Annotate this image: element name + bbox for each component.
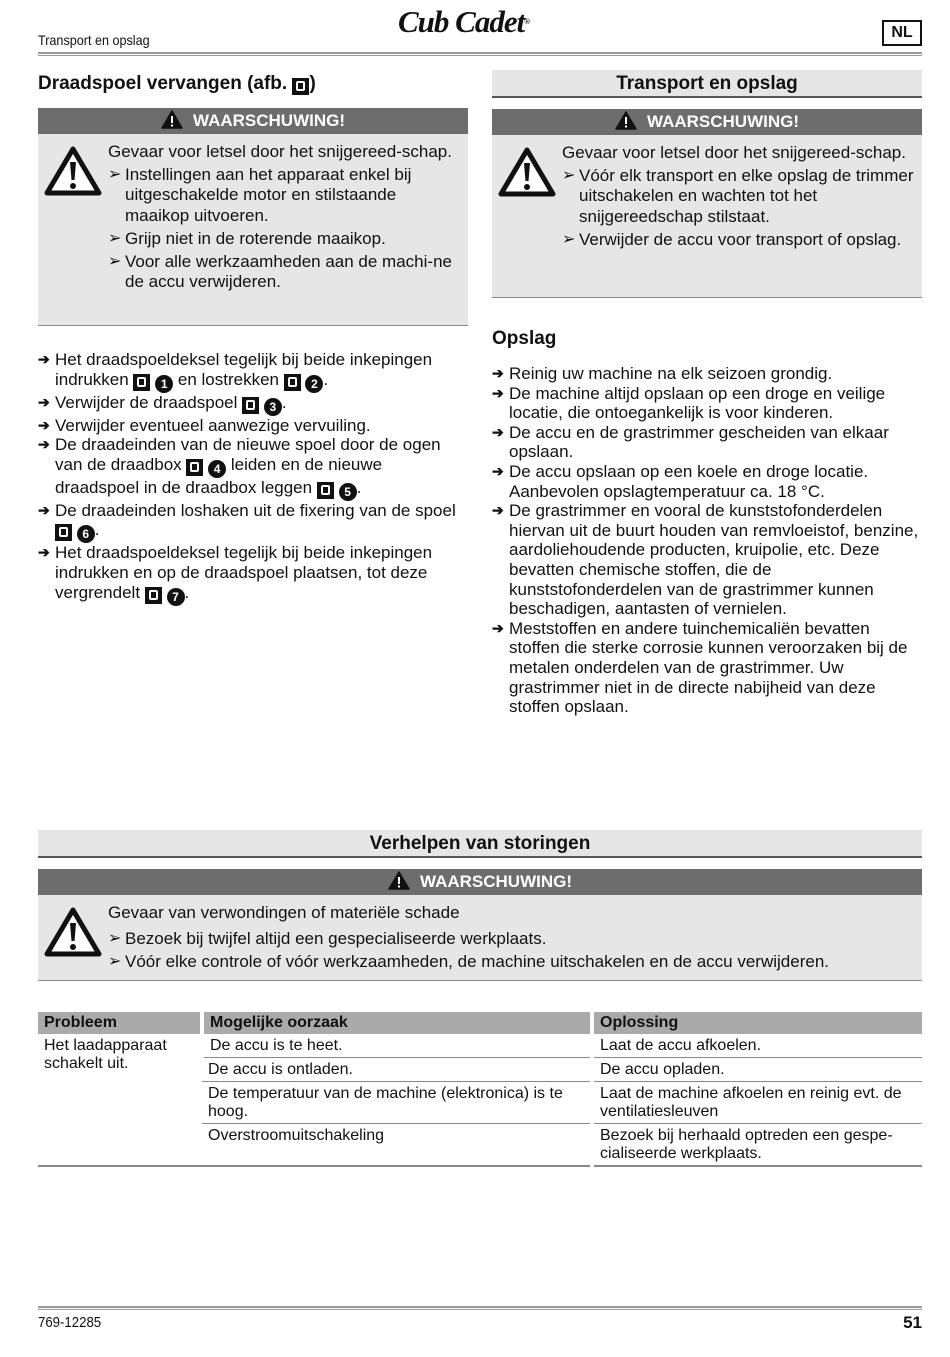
- warning-body: [38, 895, 922, 981]
- warning-body: [38, 134, 468, 326]
- header-rule-thin: [38, 55, 922, 56]
- warning-item: ➢ Verwijder de accu voor transport of opslag.: [562, 229, 902, 249]
- table-header-row: [38, 1012, 922, 1034]
- list-item: ➔ De grastrimmer en vooral de kunststofonderdelen hiervan uit de buurt houden van remvloeistof, benzine, aardoliehoudende producten, kruipolie, etc. Deze bevatten chemische stoffen, die de kunststofonderdelen van de grastrimmer kunnen beschadigen, aantasten of vernielen.: [492, 501, 919, 619]
- warning-item: ➢ Instellingen aan het apparaat enkel bij uitgeschakelde motor en stilstaande maaikop uitvoeren.: [108, 164, 412, 225]
- figure-ref-icon: [292, 78, 309, 95]
- problem-cell: Het laadapparaat schakelt uit.: [38, 1034, 202, 1166]
- section-title-transport: Transport en opslag: [492, 70, 922, 98]
- arrow-right-icon: ➔: [38, 436, 50, 453]
- section-title-troubleshooting: Verhelpen van storingen: [38, 830, 922, 858]
- step-number-badge: 2: [305, 375, 323, 393]
- running-header-title: Transport en opslag: [38, 32, 150, 48]
- cause-cell: Overstroomuitschakeling: [202, 1124, 592, 1167]
- warning-title: WAARSCHUWING!: [192, 111, 346, 130]
- arrow-right-icon: ➔: [492, 365, 504, 381]
- warning-intro: Gevaar van verwondingen of materiële schade: [108, 903, 460, 922]
- page-number: 51: [903, 1313, 922, 1332]
- warning-header: [38, 108, 468, 134]
- section-heading-draadspoel: [38, 70, 468, 100]
- column-header-solution: Oplossing: [592, 1012, 922, 1034]
- heading-text: Draadspoel vervangen (afb.: [38, 73, 293, 94]
- registered-mark: ®: [524, 17, 530, 26]
- list-item: ➔ Reinig uw machine na elk seizoen grondig.: [492, 364, 833, 383]
- warning-triangle-icon: [615, 111, 637, 130]
- brand-name: Cub Cadet: [398, 4, 525, 39]
- list-item: ➔ Het draadspoeldeksel tegelijk bij beide inkepingen indrukken 1 en lostrekken 2 .: [38, 350, 433, 391]
- heading-close: ): [309, 73, 316, 94]
- arrow-right-icon: ➔: [38, 501, 50, 518]
- step-number-badge: 5: [339, 483, 357, 501]
- arrow-right-icon: ➔: [38, 351, 50, 367]
- arrow-right-icon: ➔: [38, 416, 50, 433]
- left-column: [38, 70, 468, 606]
- cause-cell: De accu is te heet.: [202, 1034, 592, 1058]
- subheading-opslag: Opslag: [492, 328, 557, 349]
- list-item: ➔ De accu opslaan op een koele en droge locatie. Aanbevolen opslagtemperatuur ca. 18 °C.: [492, 461, 869, 501]
- chevron-right-icon: ➢: [108, 165, 122, 183]
- warning-box: [38, 869, 922, 981]
- warning-item: ➢ Grijp niet in de roterende maaikop.: [108, 228, 386, 248]
- footer-rule: [38, 1306, 922, 1308]
- arrow-right-icon: ➔: [492, 619, 504, 636]
- replacement-steps: [38, 350, 468, 606]
- warning-item: ➢ Voor alle werkzaamheden aan de machi-ne de accu verwijderen.: [108, 251, 452, 291]
- troubleshooting-section: [38, 830, 922, 981]
- figure-ref-icon: [186, 459, 203, 476]
- cause-cell: De accu is ontladen.: [202, 1058, 592, 1082]
- arrow-right-icon: ➔: [38, 393, 50, 410]
- figure-ref-icon: [55, 524, 72, 541]
- chevron-right-icon: ➢: [108, 252, 122, 270]
- warning-box: [492, 109, 922, 298]
- step-number-badge: 7: [167, 588, 185, 606]
- cause-cell: De temperatuur van de machine (elektronica) is te hoog.: [202, 1082, 592, 1124]
- warning-header: [492, 109, 922, 135]
- header-rule: [38, 52, 922, 54]
- figure-ref-icon: [242, 397, 259, 414]
- step-number-badge: 3: [264, 398, 282, 416]
- troubleshooting-table: [38, 1012, 922, 1167]
- document-number: 769-12285: [38, 1314, 102, 1331]
- step-number-badge: 4: [208, 460, 226, 478]
- chevron-right-icon: ➢: [108, 929, 122, 947]
- solution-cell: Laat de accu afkoelen.: [592, 1034, 922, 1058]
- solution-cell: Laat de machine afkoelen en reinig evt. de ventilatiesleuven: [592, 1082, 922, 1124]
- warning-intro: Gevaar voor letsel door het snijgereed-schap.: [562, 143, 906, 162]
- language-badge: NL: [882, 20, 922, 46]
- warning-box: [38, 108, 468, 326]
- warning-item: ➢ Bezoek bij twijfel altijd een gespecialiseerde werkplaats.: [108, 928, 547, 948]
- warning-title: WAARSCHUWING!: [646, 112, 800, 131]
- chevron-right-icon: ➢: [562, 230, 576, 248]
- arrow-right-icon: ➔: [492, 384, 504, 401]
- warning-triangle-icon: [388, 871, 410, 890]
- step-number-badge: 6: [77, 525, 95, 543]
- warning-body: [492, 135, 922, 298]
- chevron-right-icon: ➢: [562, 166, 576, 184]
- step-number-badge: 1: [155, 375, 173, 393]
- warning-triangle-icon: [44, 146, 102, 196]
- list-item: ➔ De machine altijd opslaan op een droge en veilige locatie, die ontoegankelijk is voor kinderen.: [492, 383, 886, 423]
- chevron-right-icon: ➢: [108, 229, 122, 247]
- arrow-right-icon: ➔: [38, 544, 50, 561]
- storage-steps: [492, 364, 922, 717]
- figure-ref-icon: [145, 587, 162, 604]
- footer-rule-thin: [38, 1309, 922, 1310]
- solution-cell: Bezoek bij herhaald optreden een gespe-cialiseerde werkplaats.: [592, 1124, 922, 1167]
- figure-ref-icon: [133, 374, 150, 391]
- warning-triangle-icon: [44, 907, 102, 957]
- solution-cell: De accu opladen.: [592, 1058, 922, 1082]
- warning-header: [38, 869, 922, 895]
- warning-item: ➢ Vóór elke controle of vóór werkzaamheden, de machine uitschakelen en de accu verwijderen.: [108, 951, 830, 971]
- list-item: ➔ Verwijder de draadspoel 3 .: [38, 392, 287, 414]
- table-row: [38, 1034, 922, 1058]
- warning-title: WAARSCHUWING!: [419, 872, 573, 891]
- list-item: ➔ Het draadspoeldeksel tegelijk bij beide inkepingen indrukken en op de draadspoel plaatsen, tot deze vergrendelt 7 .: [38, 543, 433, 604]
- list-item: ➔ De accu en de grastrimmer gescheiden van elkaar opslaan.: [492, 422, 889, 462]
- list-item: ➔ Meststoffen en andere tuinchemicaliën bevatten stoffen die sterke corrosie kunnen veroorzaken bij de metalen onderdelen van de grastrimmer. Uw grastrimmer niet in de directe nabijheid van deze stoffen opslaan.: [492, 618, 908, 717]
- chevron-right-icon: ➢: [108, 952, 122, 970]
- warning-triangle-icon: [498, 147, 556, 197]
- list-item: ➔ De draadeinden van de nieuwe spoel door de ogen van de draadbox 4 leiden en de nieuwe draadspoel in de draadbox leggen 5 .: [38, 435, 441, 499]
- arrow-right-icon: ➔: [492, 423, 504, 440]
- right-column: [492, 70, 922, 717]
- list-item: ➔ Verwijder eventueel aanwezige vervuiling.: [38, 415, 371, 435]
- column-header-cause: Mogelijke oorzaak: [202, 1012, 592, 1034]
- column-header-problem: Probleem: [38, 1012, 202, 1034]
- figure-ref-icon: [284, 374, 301, 391]
- warning-item: ➢ Vóór elk transport en elke opslag de trimmer uitschakelen en wachten tot het snijgereedschap stilstaat.: [562, 165, 914, 226]
- cub-cadet-logo: [398, 6, 588, 38]
- list-item: ➔ De draadeinden loshaken uit de fixering van de spoel 6 .: [38, 500, 456, 542]
- warning-triangle-icon: [161, 110, 183, 129]
- warning-intro: Gevaar voor letsel door het snijgereed-schap.: [108, 142, 452, 161]
- figure-ref-icon: [317, 482, 334, 499]
- arrow-right-icon: ➔: [492, 502, 504, 519]
- arrow-right-icon: ➔: [492, 462, 504, 479]
